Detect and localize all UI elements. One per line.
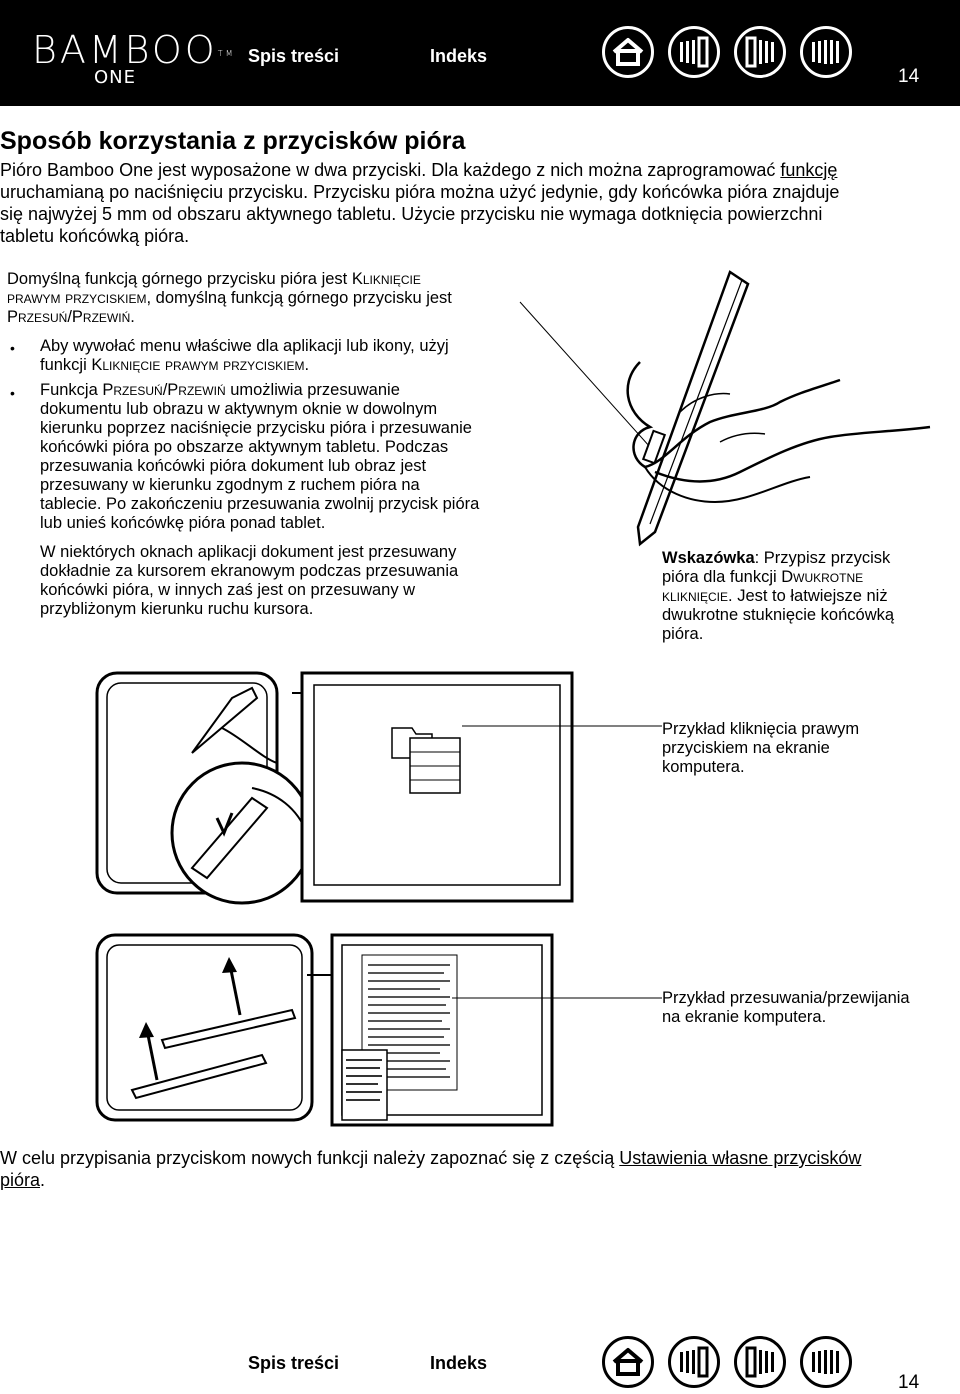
scroll-note-line-3: końcówki pióra, w innych zaś jest on przesuwany w	[40, 581, 416, 599]
bamboo-one-logo: BAMBOO™ ONE	[32, 28, 236, 88]
pen-button-settings-link-cont[interactable]: pióra	[0, 1170, 41, 1190]
footer-toc-link[interactable]: Spis treści	[248, 1353, 340, 1373]
right-click-illustration	[92, 668, 672, 906]
bullet-2-line-8: lub unieś końcówkę pióra ponad tablet.	[40, 514, 326, 532]
intro-line-1: Pióro Bamboo One jest wyposażone w dwa przyciski. Dla każdego z nich można zaprogramować funkcję	[0, 160, 838, 180]
section-title: Sposób korzystania z przycisków pióra	[0, 127, 466, 155]
function-link[interactable]: funkcję	[780, 160, 838, 180]
bullet-2-line-2: dokumentu lub obrazu w aktywnym oknie w dowolnym	[40, 400, 438, 418]
default-function-line-3: Przesuń/Przewiń.	[7, 308, 135, 326]
intro-line-2: uruchamianą po naciśnięciu przycisku. Przycisku pióra można użyć jedynie, gdy końcówka pióra znajduje	[0, 182, 840, 202]
home-icon	[605, 1339, 651, 1385]
page-number: 14	[898, 66, 920, 87]
pen-button-settings-link[interactable]: Ustawienia własne przycisków	[619, 1148, 862, 1168]
intro-line-3: się najwyżej 5 mm od obszaru aktywnego tabletu. Użycie przycisku nie wymaga dotknięcia powierzchni	[0, 204, 823, 224]
book-icon	[803, 29, 849, 75]
tip-line-4: dwukrotne stuknięcie końcówką	[662, 606, 895, 624]
bullet-1-line-1: Aby wywołać menu właściwe dla aplikacji lub ikony, użyj	[40, 337, 449, 355]
scroll-illustration	[92, 920, 672, 1132]
bullet-1-line-2: funkcji Kliknięcie prawym przyciskiem.	[40, 356, 310, 374]
scroll-caption-line-2: na ekranie komputera.	[662, 1008, 827, 1026]
footer-page-number: 14	[898, 1372, 920, 1393]
right-click-caption-line-2: przyciskiem na ekranie	[662, 739, 830, 757]
right-click-caption-line-1: Przykład kliknięcia prawym	[662, 720, 860, 738]
scroll-note-line-2: dokładnie za kursorem ekranowym podczas przesuwania	[40, 562, 459, 580]
tip-line-1: Wskazówka: Przypisz przycisk	[662, 549, 891, 567]
index-link[interactable]: Indeks	[430, 46, 488, 66]
bullet-2-line-4: końcówki pióra po obszarze aktywnym tabletu. Podczas	[40, 438, 449, 456]
intro-line-4: tabletu końcówką pióra.	[0, 226, 190, 246]
home-icon	[605, 29, 651, 75]
next-page-icon	[737, 29, 783, 75]
tip-line-5: pióra.	[662, 625, 704, 643]
right-click-caption-line-3: komputera.	[662, 758, 745, 776]
default-function-line-1: Domyślną funkcją górnego przycisku pióra jest Kliknięcie	[7, 270, 421, 288]
previous-page-icon	[671, 29, 717, 75]
footer-next-page-button[interactable]	[734, 1336, 786, 1388]
previous-page-icon	[671, 1339, 717, 1385]
next-page-icon	[737, 1339, 783, 1385]
footer-home-button[interactable]	[602, 1336, 654, 1388]
previous-page-button[interactable]	[668, 26, 720, 78]
footer-index-link[interactable]: Indeks	[430, 1353, 488, 1373]
footer-last-page-button[interactable]	[800, 1336, 852, 1388]
bullet-2-line-5: przesuwania końcówki pióra dokument lub obraz jest	[40, 457, 427, 475]
default-function-line-2: prawym przyciskiem, domyślną funkcją górnego przycisku jest	[7, 289, 452, 307]
next-page-button[interactable]	[734, 26, 786, 78]
bullet-2-line-1: Funkcja Przesuń/Przewiń umożliwia przesuwanie	[40, 381, 400, 399]
hand-holding-pen-illustration	[480, 262, 960, 562]
header-bar	[0, 0, 960, 106]
scroll-caption-line-1: Przykład przesuwania/przewijania	[662, 989, 910, 1007]
footer-previous-page-button[interactable]	[668, 1336, 720, 1388]
assign-functions-line-1: W celu przypisania przyciskom nowych funkcji należy zapoznać się z częścią Ustawienia własne przycisków	[0, 1148, 862, 1168]
book-icon	[803, 1339, 849, 1385]
scroll-note-line-1: W niektórych oknach aplikacji dokument jest przesuwany	[40, 543, 457, 561]
tip-line-3: kliknięcie. Jest to łatwiejsze niż	[662, 587, 888, 605]
bullet-2-line-6: przesuwany w kierunku zgodnym z ruchem pióra na	[40, 476, 420, 494]
assign-functions-line-2: pióra.	[0, 1170, 46, 1190]
bullet-2-line-7: tablecie. Po zakończeniu przesuwania zwolnij przycisk pióra	[40, 495, 480, 513]
toc-link[interactable]: Spis treści	[248, 46, 340, 66]
last-page-button[interactable]	[800, 26, 852, 78]
tip-line-2: pióra dla funkcji Dwukrotne	[662, 568, 864, 586]
home-button[interactable]	[602, 26, 654, 78]
bullet-1-marker: •	[10, 340, 15, 356]
bullet-2-marker: •	[10, 385, 15, 401]
bullet-2-line-3: kierunku poprzez naciśnięcie przycisku pióra i przesuwanie	[40, 419, 472, 437]
scroll-note-line-4: przybliżonym kierunku ruchu kursora.	[40, 600, 314, 618]
